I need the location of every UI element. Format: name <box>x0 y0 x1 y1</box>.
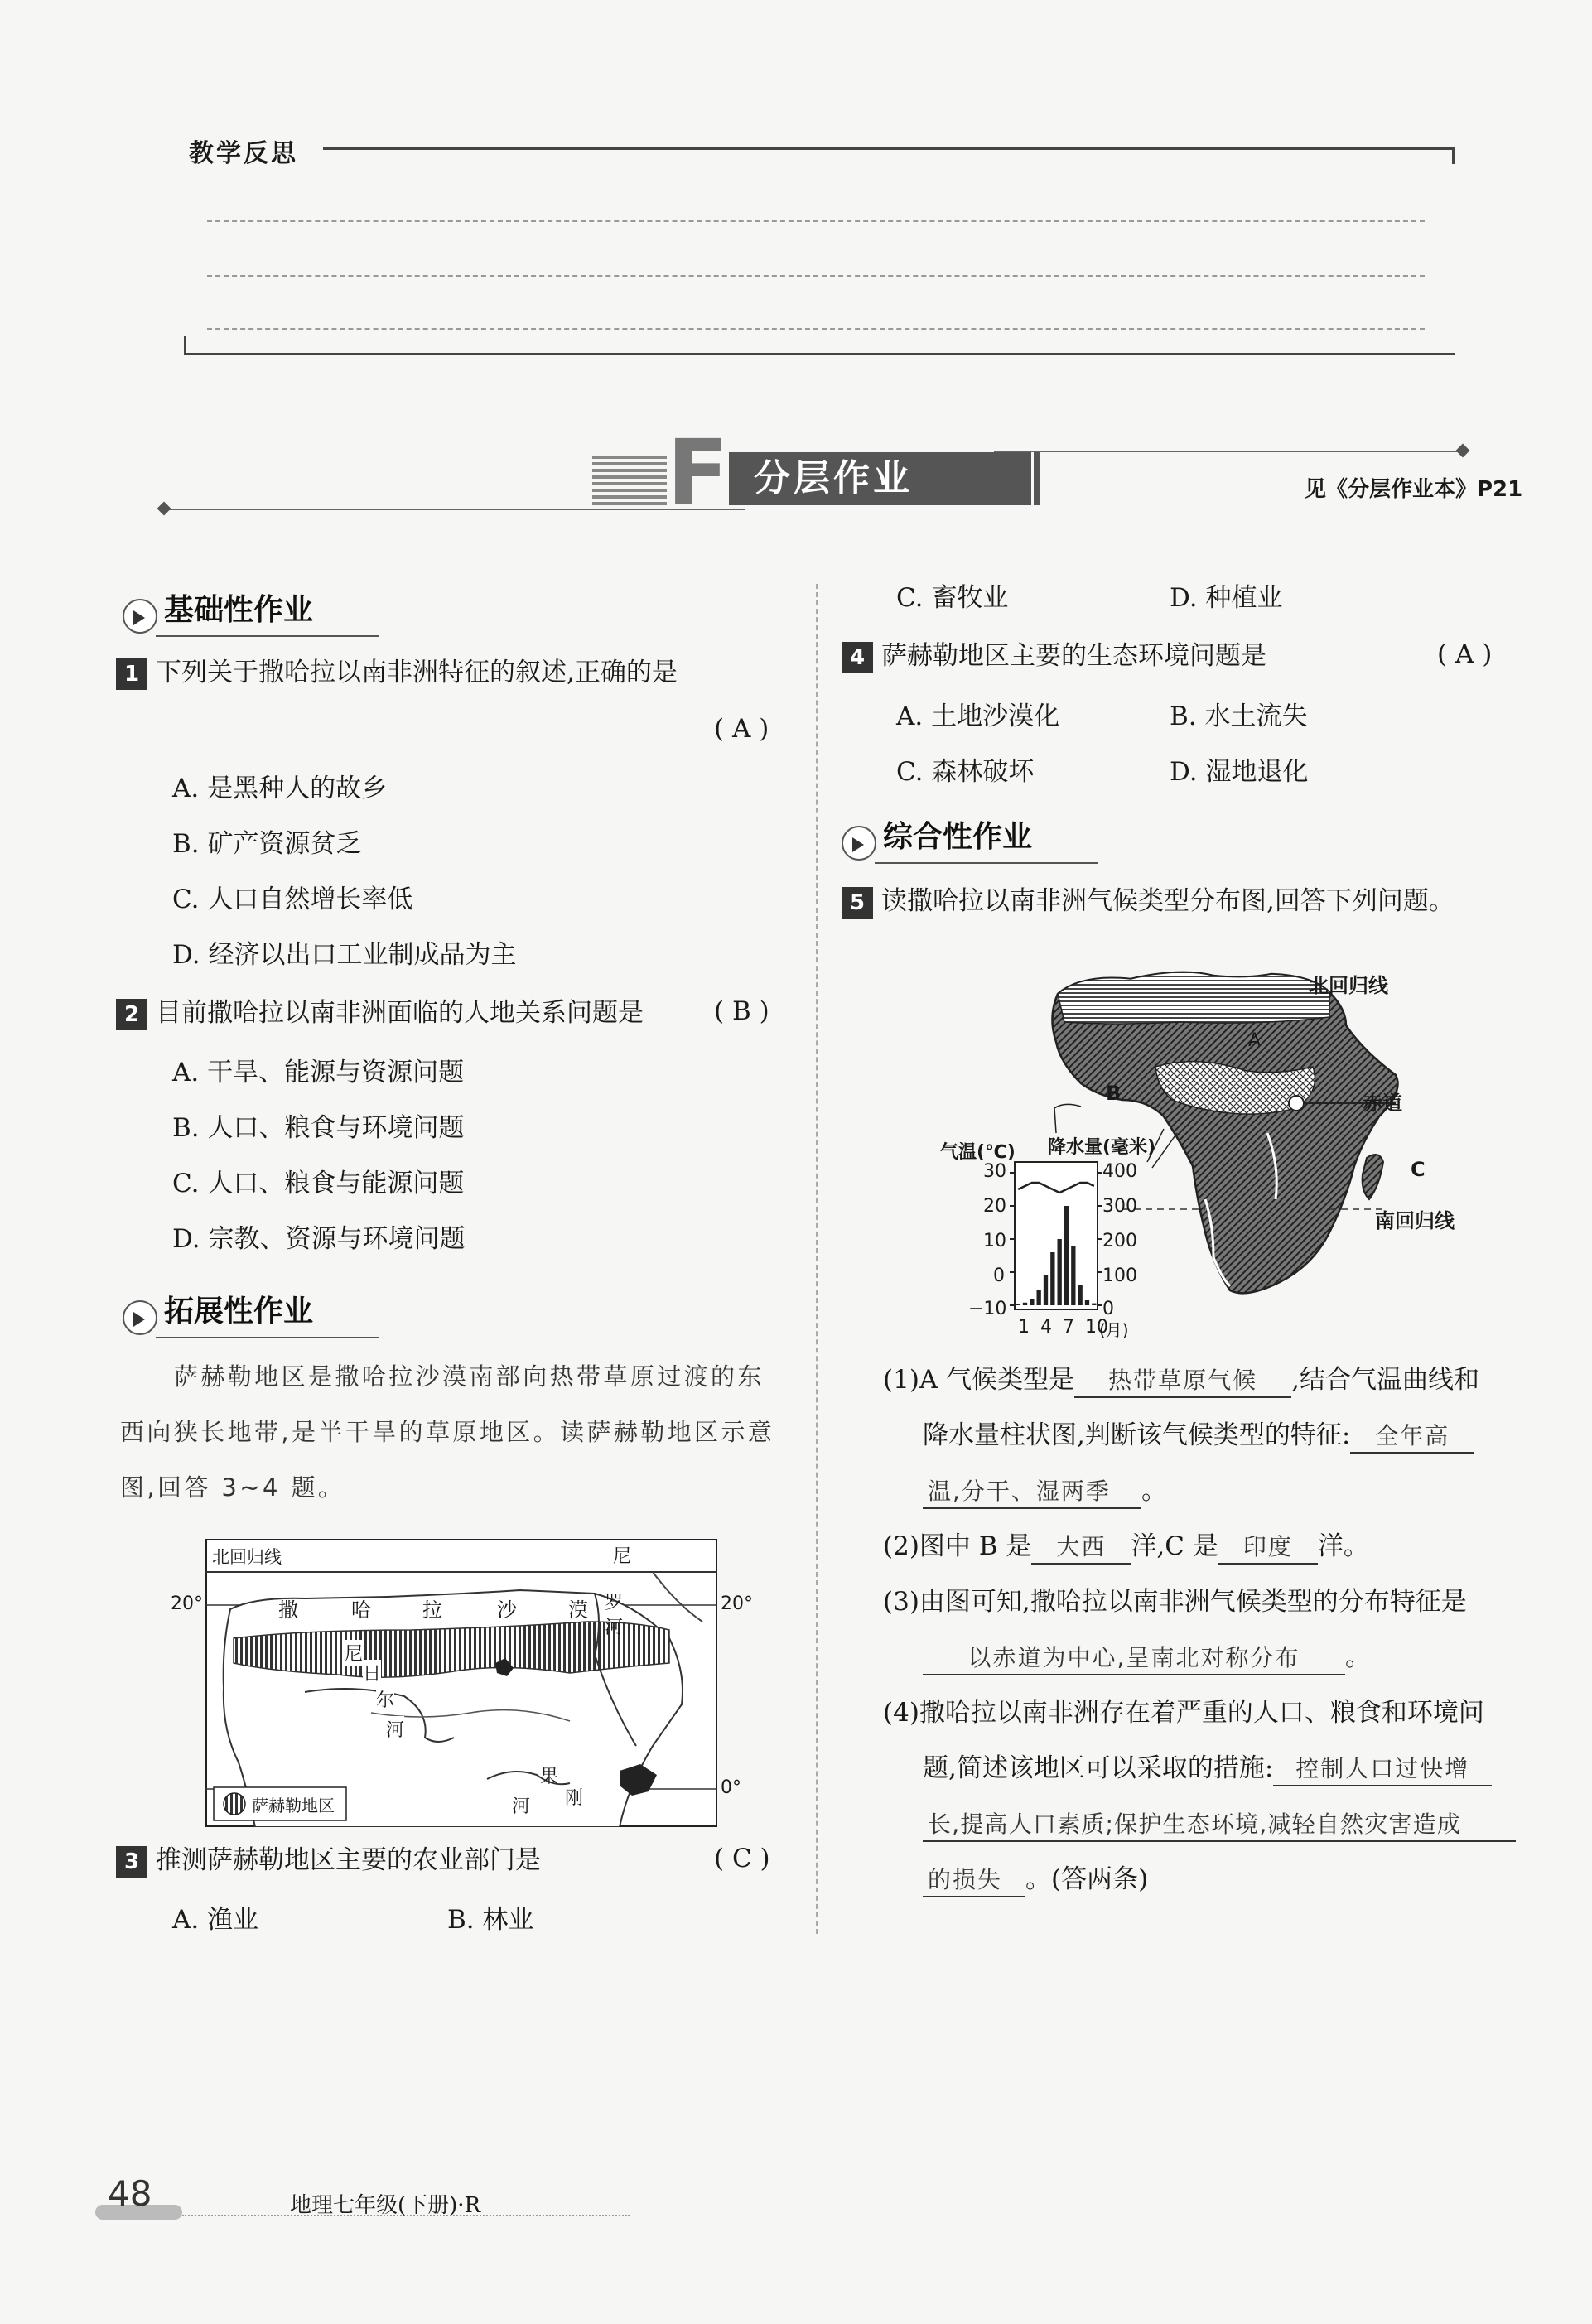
sahel-congo-2: 果 <box>540 1767 559 1787</box>
temp-tick-0: 0 <box>993 1266 1005 1286</box>
q5-p1-end: 。 <box>1141 1476 1167 1506</box>
section-extended <box>123 1288 379 1338</box>
q5-p4-line1: (4)撒哈拉以南非洲存在着严重的人口、粮食和环境问 <box>883 1698 1484 1728</box>
section-underline <box>875 862 1098 864</box>
sahel-nile-3: 河 <box>605 1618 624 1638</box>
precip-tick-400: 400 <box>1102 1161 1137 1182</box>
q5-number: 5 <box>842 887 873 919</box>
q1-stem-text: 下列关于撒哈拉以南非洲特征的叙述,正确的是 <box>156 658 678 687</box>
sahel-niger-1: 尼 <box>345 1640 363 1666</box>
precip-bar <box>1016 1304 1020 1305</box>
temp-tick-minus10: −10 <box>968 1299 1007 1319</box>
section-extended-title: 拓展性作业 <box>164 1295 314 1328</box>
q4-stem-text: 萨赫勒地区主要的生态环境问题是 <box>881 641 1266 671</box>
banner-letter: F <box>667 420 730 526</box>
section-underline <box>156 635 379 637</box>
q3-option-b: B. 林业 <box>447 1905 534 1935</box>
tropic-north-label: 北回归线 <box>1309 974 1388 997</box>
precip-bar <box>1044 1275 1048 1305</box>
q5-p4-end: 。(答两条) <box>1025 1864 1149 1894</box>
precip-tick-300: 300 <box>1102 1196 1137 1217</box>
precip-bar <box>1050 1252 1054 1305</box>
q4-number: 4 <box>842 642 873 673</box>
q2-option-d: D. 宗教、资源与环境问题 <box>172 1224 466 1254</box>
precip-bar <box>1078 1285 1083 1305</box>
q5-p3-line2 <box>923 1641 1371 1675</box>
q5-p3-line1: (3)由图可知,撒哈拉以南非洲气候类型的分布特征是 <box>883 1587 1467 1617</box>
precip-bar <box>1085 1300 1089 1305</box>
q5-p2-text-b: 洋,C 是 <box>1131 1531 1218 1561</box>
q1-number: 1 <box>116 658 147 690</box>
tropic-south-label: 南回归线 <box>1375 1209 1455 1232</box>
sahel-niger-4: 河 <box>386 1716 404 1742</box>
reflection-dashed-line-2 <box>207 275 1425 277</box>
q5-p4-line2 <box>923 1752 1492 1786</box>
section-basic <box>123 586 379 637</box>
sahel-desert-5: 漠 <box>568 1598 588 1622</box>
q5-p4-answer-1: 控制人口过快增 <box>1273 1753 1492 1786</box>
reflection-label: 教学反思 <box>189 139 298 168</box>
q5-p1-line3 <box>923 1474 1167 1509</box>
sahel-legend-label: 萨赫勒地区 <box>252 1796 335 1815</box>
banner <box>157 420 1524 526</box>
sahel-nile-2: 罗 <box>605 1593 624 1613</box>
reflection-bottom-line <box>184 353 1455 355</box>
banner-diamond-left <box>157 502 171 516</box>
precip-tick-100: 100 <box>1102 1266 1137 1286</box>
month-ticks: 1 4 7 10 <box>1018 1317 1108 1338</box>
sahel-congo-1: 刚 <box>565 1788 584 1809</box>
q5-p4-line3 <box>923 1807 1516 1842</box>
passage-line-1: 萨赫勒地区是撒哈拉沙漠南部向热带草原过渡的东 <box>174 1362 765 1391</box>
reflection-box <box>166 133 1458 356</box>
q5-p1-text-a: (1)A 气候类型是 <box>883 1365 1075 1395</box>
page-number: 48 <box>108 2173 152 2214</box>
reflection-right-tick <box>1452 147 1455 164</box>
sahel-congo-3: 河 <box>512 1796 531 1817</box>
precip-bar <box>1030 1299 1034 1305</box>
reflection-dashed-line-3 <box>207 328 1425 330</box>
africa-climate-map <box>932 951 1512 1340</box>
q1-option-b: B. 矿产资源贫乏 <box>172 829 362 859</box>
precip-bar <box>1058 1239 1062 1305</box>
temp-axis-label: 气温(℃) <box>940 1142 1016 1163</box>
sahel-lat-20-left: 20° <box>171 1594 203 1614</box>
sahel-lat-0: 0° <box>721 1777 741 1798</box>
q5-p2-text-a: (2)图中 B 是 <box>883 1531 1032 1561</box>
climate-chart-svg <box>932 951 1512 1340</box>
section-badge-icon <box>123 599 157 634</box>
q5-p1-line1 <box>883 1363 1479 1398</box>
column-divider <box>816 584 818 1934</box>
q5-stem-text: 读撒哈拉以南非洲气候类型分布图,回答下列问题。 <box>881 886 1455 916</box>
q2-answer: ( B ) <box>714 996 769 1026</box>
q5-p2-answer-b: 大西 <box>1031 1531 1131 1565</box>
temp-tick-30: 30 <box>983 1161 1006 1182</box>
q3-number: 3 <box>116 1846 147 1878</box>
section-comprehensive-title: 综合性作业 <box>883 820 1033 854</box>
q5-p4-text-b: 题,简述该地区可以采取的措施: <box>923 1753 1274 1783</box>
precip-bar <box>1064 1206 1069 1305</box>
q3-option-a: A. 渔业 <box>172 1905 259 1935</box>
sahel-lat-20-right: 20° <box>721 1594 753 1614</box>
map-label-c: C <box>1411 1158 1426 1181</box>
equator-label: 赤道 <box>1363 1092 1402 1115</box>
sahel-nile-1: 尼 <box>613 1546 632 1567</box>
precip-tick-200: 200 <box>1102 1231 1137 1251</box>
q4-option-c: C. 森林破坏 <box>896 757 1035 787</box>
q5-p2-text-c: 洋。 <box>1317 1531 1369 1561</box>
q5-p2-answer-c: 印度 <box>1218 1531 1318 1565</box>
q5-p1-text-b: ,结合气温曲线和 <box>1291 1365 1480 1395</box>
q3-option-d: D. 种植业 <box>1170 583 1283 613</box>
q2-stem-text: 目前撒哈拉以南非洲面临的人地关系问题是 <box>156 998 644 1028</box>
q5-p2 <box>883 1530 1369 1565</box>
reflection-dashed-line-1 <box>207 220 1425 222</box>
section-badge-icon <box>842 826 876 861</box>
temp-tick-20: 20 <box>983 1196 1006 1217</box>
banner-ref: 见《分层作业本》P21 <box>1305 477 1523 502</box>
reflection-left-tick <box>184 336 186 354</box>
q5-p3-end: 。 <box>1345 1642 1371 1672</box>
banner-title: 分层作业 <box>729 452 1031 505</box>
sahel-niger-2: 日 <box>363 1660 381 1685</box>
sahel-desert-2: 哈 <box>351 1598 371 1622</box>
q3-answer: ( C ) <box>714 1844 770 1873</box>
passage-line-3: 图,回答 3~4 题。 <box>120 1473 345 1502</box>
month-unit: (月) <box>1099 1320 1129 1340</box>
q3-stem <box>116 1844 541 1878</box>
precip-axis-label: 降水量(毫米) <box>1048 1137 1156 1158</box>
q5-p4-answer-3: 的损失 <box>923 1864 1025 1897</box>
banner-end-bar <box>1034 452 1040 505</box>
sahel-map <box>171 1539 753 1827</box>
q5-p4-line4 <box>923 1863 1148 1897</box>
q2-option-c: C. 人口、粮食与能源问题 <box>172 1169 465 1198</box>
section-basic-title: 基础性作业 <box>164 593 314 627</box>
temp-line <box>1018 1183 1094 1193</box>
q5-p1-line2 <box>923 1419 1474 1454</box>
temp-tick-10: 10 <box>983 1231 1006 1251</box>
q3-stem-text: 推测萨赫勒地区主要的农业部门是 <box>156 1845 541 1875</box>
sahel-desert-3: 拉 <box>422 1598 442 1622</box>
sahel-niger-3: 尔 <box>376 1686 394 1712</box>
q5-p3-answer: 以赤道为中心,呈南北对称分布 <box>923 1642 1345 1675</box>
reflection-top-line <box>323 147 1454 150</box>
sahel-tropic-label: 北回归线 <box>212 1544 282 1569</box>
q5-p1-answer-climate: 热带草原气候 <box>1074 1365 1291 1398</box>
q5-p1-answer-feature-a: 全年高 <box>1350 1420 1474 1454</box>
precip-bar <box>1071 1246 1075 1305</box>
q5-p4-answer-2: 长,提高人口素质;保护生态环境,减轻自然灾害造成 <box>923 1809 1516 1842</box>
q5-p1-answer-feature-b: 温,分干、湿两季 <box>923 1476 1141 1509</box>
q5-stem <box>842 885 1455 919</box>
banner-line-left <box>166 509 745 510</box>
passage-line-2: 西向狭长地带,是半干旱的草原地区。读萨赫勒地区示意 <box>120 1418 775 1446</box>
banner-stripes <box>592 456 667 505</box>
q4-option-d: D. 湿地退化 <box>1170 757 1309 787</box>
q4-option-a: A. 土地沙漠化 <box>896 702 1060 731</box>
q1-stem <box>116 656 678 690</box>
precip-tick-0: 0 <box>1102 1299 1114 1319</box>
map-label-a: A <box>1248 1030 1262 1051</box>
q2-option-b: B. 人口、粮食与环境问题 <box>172 1113 465 1143</box>
q1-option-a: A. 是黑种人的故乡 <box>172 774 388 803</box>
q5-p1-text-c: 降水量柱状图,判断该气候类型的特征: <box>923 1420 1351 1450</box>
section-underline <box>156 1337 379 1338</box>
sahel-map-svg <box>205 1539 717 1827</box>
q4-option-b: B. 水土流失 <box>1170 702 1308 731</box>
q1-option-d: D. 经济以出口工业制成品为主 <box>172 940 517 970</box>
footer-book: 地理七年级(下册)·R <box>290 2193 481 2218</box>
sahel-desert-1: 撒 <box>278 1598 298 1622</box>
footer <box>91 2162 638 2228</box>
q1-option-c: C. 人口自然增长率低 <box>172 885 413 914</box>
q1-answer: ( A ) <box>714 714 769 744</box>
precip-bar <box>1023 1303 1027 1305</box>
q4-stem <box>842 639 1266 673</box>
q2-option-a: A. 干旱、能源与资源问题 <box>172 1058 465 1087</box>
q2-number: 2 <box>116 999 147 1030</box>
sahel-desert-4: 沙 <box>497 1598 517 1622</box>
map-label-b: B <box>1106 1082 1122 1105</box>
q3-option-c: C. 畜牧业 <box>896 583 1009 613</box>
precip-bar <box>1092 1304 1096 1305</box>
q4-answer: ( A ) <box>1437 639 1493 669</box>
section-comprehensive <box>842 813 1098 864</box>
q2-stem <box>116 996 644 1030</box>
precip-bar <box>1037 1290 1041 1305</box>
section-badge-icon <box>123 1300 157 1335</box>
banner-line-right <box>994 451 1458 452</box>
banner-diamond-right <box>1456 444 1470 458</box>
